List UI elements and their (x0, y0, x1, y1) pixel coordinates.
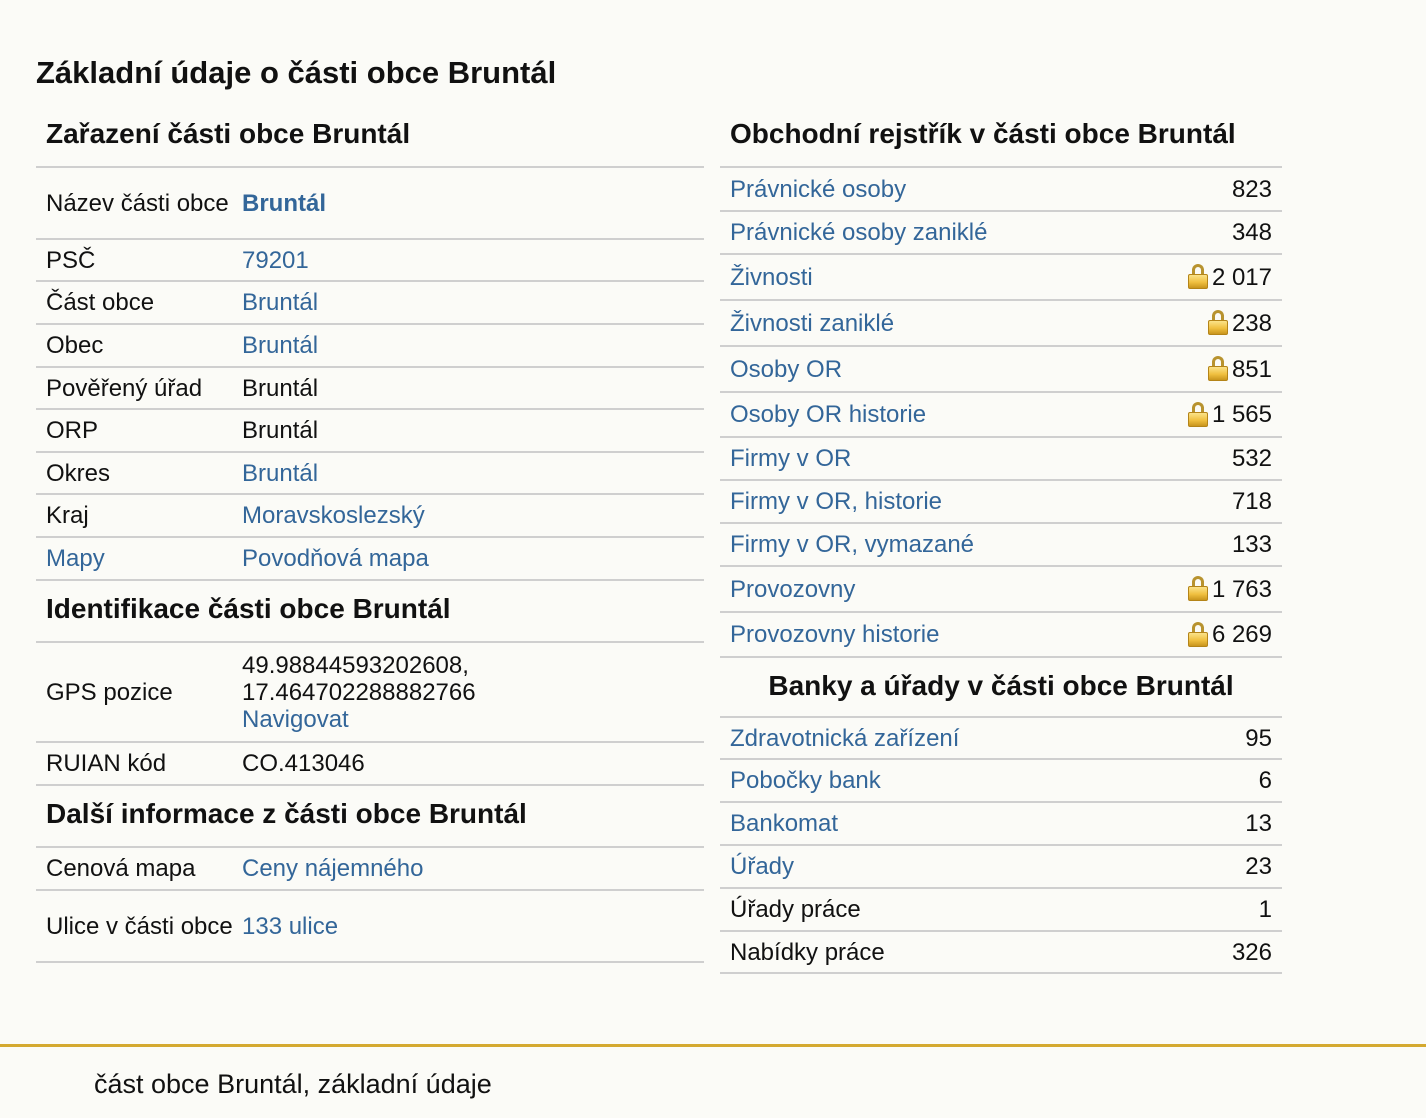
table-row (720, 846, 1282, 889)
row-label: GPS pozice (46, 678, 173, 706)
count-value: 1 (1258, 896, 1272, 923)
mapy-link[interactable]: Mapy (46, 545, 105, 572)
pravnicke-osoby-link[interactable]: Právnické osoby (730, 175, 907, 203)
count-value: 348 (1231, 219, 1272, 246)
row-label: Obec (46, 332, 104, 359)
table-row (36, 282, 704, 325)
identifikace-heading: Identifikace části obce Bruntál (36, 581, 704, 643)
ruian-value: CO.413046 (242, 750, 365, 777)
table-row (720, 889, 1282, 932)
table-row (720, 932, 1282, 974)
banky-heading: Banky a úřady v části obce Bruntál (720, 658, 1282, 718)
count-value: 532 (1231, 445, 1272, 472)
table-row (720, 212, 1282, 255)
table-row (36, 743, 704, 786)
table-row (36, 240, 704, 282)
table-row (36, 325, 704, 368)
padlock-icon (1208, 310, 1228, 336)
pobocky-bank-link[interactable]: Pobočky bank (730, 767, 881, 794)
table-row (36, 368, 704, 410)
row-label: ORP (46, 417, 99, 444)
zivnosti-link[interactable]: Živnosti (730, 263, 813, 291)
osoby-or-historie-link[interactable]: Osoby OR historie (730, 401, 927, 428)
table-row (720, 524, 1282, 567)
table-row (720, 255, 1282, 301)
okres-link[interactable]: Bruntál (242, 459, 319, 487)
firmy-v-or-link[interactable]: Firmy v OR (730, 445, 852, 472)
row-label: Název části obce (46, 189, 229, 217)
navigovat-link[interactable]: Navigovat (242, 705, 349, 733)
cast-obce-link[interactable]: Bruntál (242, 289, 319, 316)
table-row (720, 613, 1282, 658)
ulice-link[interactable]: 133 ulice (242, 912, 339, 940)
row-label: Pověřený úřad (46, 374, 203, 402)
table-row (720, 438, 1282, 481)
table-row (720, 803, 1282, 846)
obchodni-heading: Obchodní rejstřík v části obce Bruntál (720, 108, 1282, 168)
count-value: 851 (1231, 355, 1272, 383)
row-label: Část obce (46, 289, 155, 316)
count-value: 95 (1245, 724, 1272, 752)
count-value: 13 (1245, 810, 1272, 837)
zivnosti-zanikle-link[interactable]: Živnosti zaniklé (730, 309, 895, 337)
gps-latitude: 49.98844593202608, (242, 651, 469, 679)
table-row (720, 393, 1282, 438)
ceny-najemneho-link[interactable]: Ceny nájemného (242, 855, 424, 882)
row-label: Ulice v části obce (46, 912, 233, 940)
zarazeni-heading: Zařazení části obce Bruntál (36, 108, 704, 168)
table-row (720, 718, 1282, 760)
right-column (720, 108, 1282, 974)
firmy-v-or-vymazane-link[interactable]: Firmy v OR, vymazané (730, 531, 975, 558)
bankomat-link[interactable]: Bankomat (730, 810, 839, 837)
count-value: 718 (1231, 488, 1272, 515)
left-column (36, 108, 704, 963)
row-label: PSČ (46, 246, 96, 274)
table-row (720, 168, 1282, 212)
table-row (36, 848, 704, 891)
provozovny-link[interactable]: Provozovny (730, 575, 856, 603)
table-row (720, 301, 1282, 347)
row-label: RUIAN kód (46, 750, 167, 777)
zdravotnicka-zarizeni-link[interactable]: Zdravotnická zařízení (730, 724, 960, 752)
padlock-icon (1188, 622, 1208, 648)
count-value: 1 763 (1211, 575, 1272, 603)
pravnicke-osoby-zanikle-link[interactable]: Právnické osoby zaniklé (730, 219, 988, 246)
psc-link[interactable]: 79201 (242, 246, 309, 274)
nazev-link[interactable]: Bruntál (242, 189, 326, 217)
count-value: 326 (1231, 938, 1272, 966)
table-row (720, 481, 1282, 524)
row-value: Bruntál (242, 417, 319, 444)
kraj-link[interactable]: Moravskoslezský (242, 502, 425, 529)
provozovny-historie-link[interactable]: Provozovny historie (730, 621, 940, 648)
firmy-v-or-historie-link[interactable]: Firmy v OR, historie (730, 488, 943, 515)
dalsi-heading: Další informace z části obce Bruntál (36, 786, 704, 848)
count-value: 238 (1231, 309, 1272, 337)
gps-longitude: 17.464702288882766 (242, 678, 476, 706)
table-row (36, 891, 704, 963)
count-value: 133 (1231, 531, 1272, 558)
table-row (720, 760, 1282, 803)
urady-link[interactable]: Úřady (730, 853, 795, 880)
count-value: 6 (1258, 767, 1272, 794)
padlock-icon (1188, 402, 1208, 428)
footer-text: část obce Bruntál, základní údaje (94, 1069, 492, 1099)
table-row (36, 168, 704, 240)
obec-link[interactable]: Bruntál (242, 332, 319, 359)
count-value: 23 (1245, 853, 1272, 880)
count-value: 1 565 (1211, 401, 1272, 428)
table-row (36, 643, 704, 743)
count-value: 823 (1231, 175, 1272, 203)
table-row (36, 453, 704, 495)
table-row (36, 538, 704, 581)
padlock-icon (1208, 356, 1228, 382)
table-row (720, 347, 1282, 393)
urady-prace-label: Úřady práce (730, 896, 861, 923)
padlock-icon (1188, 576, 1208, 602)
row-label: Cenová mapa (46, 855, 196, 882)
table-row (720, 567, 1282, 613)
povodnova-mapa-link[interactable]: Povodňová mapa (242, 545, 429, 572)
padlock-icon (1188, 264, 1208, 290)
footer (0, 1044, 1426, 1118)
row-value: Bruntál (242, 374, 319, 402)
table-row (36, 495, 704, 538)
row-label: Okres (46, 459, 111, 487)
row-label: Kraj (46, 502, 89, 529)
table-row (36, 410, 704, 453)
nabidky-prace-label: Nabídky práce (730, 938, 885, 966)
osoby-or-link[interactable]: Osoby OR (730, 355, 843, 383)
page-title: Základní údaje o části obce Bruntál (36, 55, 557, 90)
count-value: 2 017 (1211, 263, 1272, 291)
count-value: 6 269 (1211, 621, 1272, 648)
